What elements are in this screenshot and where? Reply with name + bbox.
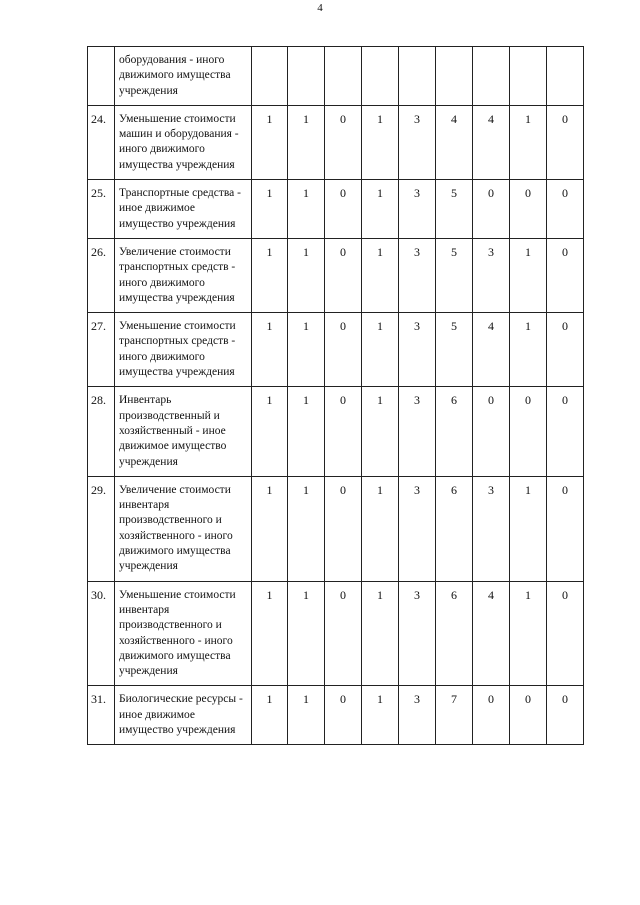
code-digit-1: 1 [252,238,288,312]
code-digit-7: 3 [473,476,510,581]
code-digit-3: 0 [325,105,362,179]
code-digit-6: 5 [436,238,473,312]
row-number [88,47,115,106]
code-digit-4: 1 [362,581,399,686]
code-digit-6: 5 [436,313,473,387]
code-digit-5: 3 [399,686,436,745]
code-digit-2: 1 [288,686,325,745]
account-name: Уменьшение стоимости машин и оборудования - иного движимого имущества учреждения [115,105,252,179]
code-digit-5 [399,47,436,106]
code-digit-5: 3 [399,313,436,387]
code-digit-3: 0 [325,476,362,581]
account-codes-table [87,46,584,745]
table-row [88,105,584,179]
code-digit-6: 6 [436,387,473,476]
code-digit-8: 1 [510,238,547,312]
code-digit-2 [288,47,325,106]
account-name: Биологические ресурсы - иное движимое имущество учреждения [115,686,252,745]
code-digit-9: 0 [547,476,584,581]
code-digit-3: 0 [325,581,362,686]
code-digit-3 [325,47,362,106]
code-digit-1: 1 [252,105,288,179]
code-digit-3: 0 [325,180,362,239]
code-digit-7: 4 [473,313,510,387]
table-row [88,581,584,686]
code-digit-3: 0 [325,686,362,745]
code-digit-4: 1 [362,238,399,312]
code-digit-8: 1 [510,313,547,387]
code-digit-9: 0 [547,686,584,745]
code-digit-2: 1 [288,387,325,476]
code-digit-2: 1 [288,581,325,686]
code-digit-4: 1 [362,387,399,476]
code-digit-6: 5 [436,180,473,239]
account-name: Транспортные средства - иное движимое имущество учреждения [115,180,252,239]
code-digit-6: 4 [436,105,473,179]
table-row [88,180,584,239]
code-digit-5: 3 [399,476,436,581]
row-number: 27. [88,313,115,387]
code-digit-9: 0 [547,581,584,686]
table-row [88,476,584,581]
code-digit-3: 0 [325,313,362,387]
code-digit-3: 0 [325,238,362,312]
code-digit-4: 1 [362,180,399,239]
code-digit-8: 0 [510,387,547,476]
code-digit-3: 0 [325,387,362,476]
code-digit-5: 3 [399,387,436,476]
account-name: оборудования - иного движимого имущества учреждения [115,47,252,106]
code-digit-8: 1 [510,581,547,686]
row-number: 31. [88,686,115,745]
code-digit-8: 1 [510,105,547,179]
account-name: Увеличение стоимости инвентаря производственного и хозяйственного - иного движимого имущества учреждения [115,476,252,581]
account-name: Инвентарь производственный и хозяйственный - иное движимое имущество учреждения [115,387,252,476]
code-digit-7: 0 [473,180,510,239]
row-number: 25. [88,180,115,239]
code-digit-5: 3 [399,180,436,239]
code-digit-5: 3 [399,105,436,179]
table-row [88,686,584,745]
code-digit-9: 0 [547,387,584,476]
code-digit-7: 0 [473,686,510,745]
code-digit-6 [436,47,473,106]
account-name: Уменьшение стоимости транспортных средств - иного движимого имущества учреждения [115,313,252,387]
code-digit-6: 7 [436,686,473,745]
row-number: 24. [88,105,115,179]
code-digit-5: 3 [399,581,436,686]
row-number: 26. [88,238,115,312]
code-digit-9: 0 [547,238,584,312]
code-digit-8: 0 [510,180,547,239]
code-digit-7: 4 [473,105,510,179]
code-digit-2: 1 [288,313,325,387]
code-digit-2: 1 [288,105,325,179]
code-digit-7: 3 [473,238,510,312]
code-digit-7 [473,47,510,106]
page-number: 4 [317,2,323,14]
code-digit-2: 1 [288,180,325,239]
code-digit-8 [510,47,547,106]
code-digit-4: 1 [362,313,399,387]
row-number: 30. [88,581,115,686]
table-row [88,313,584,387]
code-digit-1: 1 [252,313,288,387]
code-digit-4: 1 [362,476,399,581]
code-digit-2: 1 [288,476,325,581]
table-row [88,238,584,312]
code-digit-8: 1 [510,476,547,581]
code-digit-9: 0 [547,313,584,387]
code-digit-1: 1 [252,180,288,239]
code-digit-5: 3 [399,238,436,312]
code-digit-9 [547,47,584,106]
account-name: Увеличение стоимости транспортных средств - иного движимого имущества учреждения [115,238,252,312]
code-digit-2: 1 [288,238,325,312]
code-digit-1: 1 [252,387,288,476]
code-digit-1: 1 [252,476,288,581]
code-digit-4 [362,47,399,106]
code-digit-1: 1 [252,581,288,686]
code-digit-8: 0 [510,686,547,745]
code-digit-9: 0 [547,180,584,239]
code-digit-6: 6 [436,476,473,581]
code-digit-9: 0 [547,105,584,179]
code-digit-4: 1 [362,105,399,179]
code-digit-1: 1 [252,686,288,745]
code-digit-4: 1 [362,686,399,745]
account-name: Уменьшение стоимости инвентаря производственного и хозяйственного - иного движимого имущества учреждения [115,581,252,686]
row-number: 28. [88,387,115,476]
row-number: 29. [88,476,115,581]
code-digit-6: 6 [436,581,473,686]
table-row [88,387,584,476]
code-digit-7: 0 [473,387,510,476]
code-digit-7: 4 [473,581,510,686]
table-row [88,47,584,106]
code-digit-1 [252,47,288,106]
